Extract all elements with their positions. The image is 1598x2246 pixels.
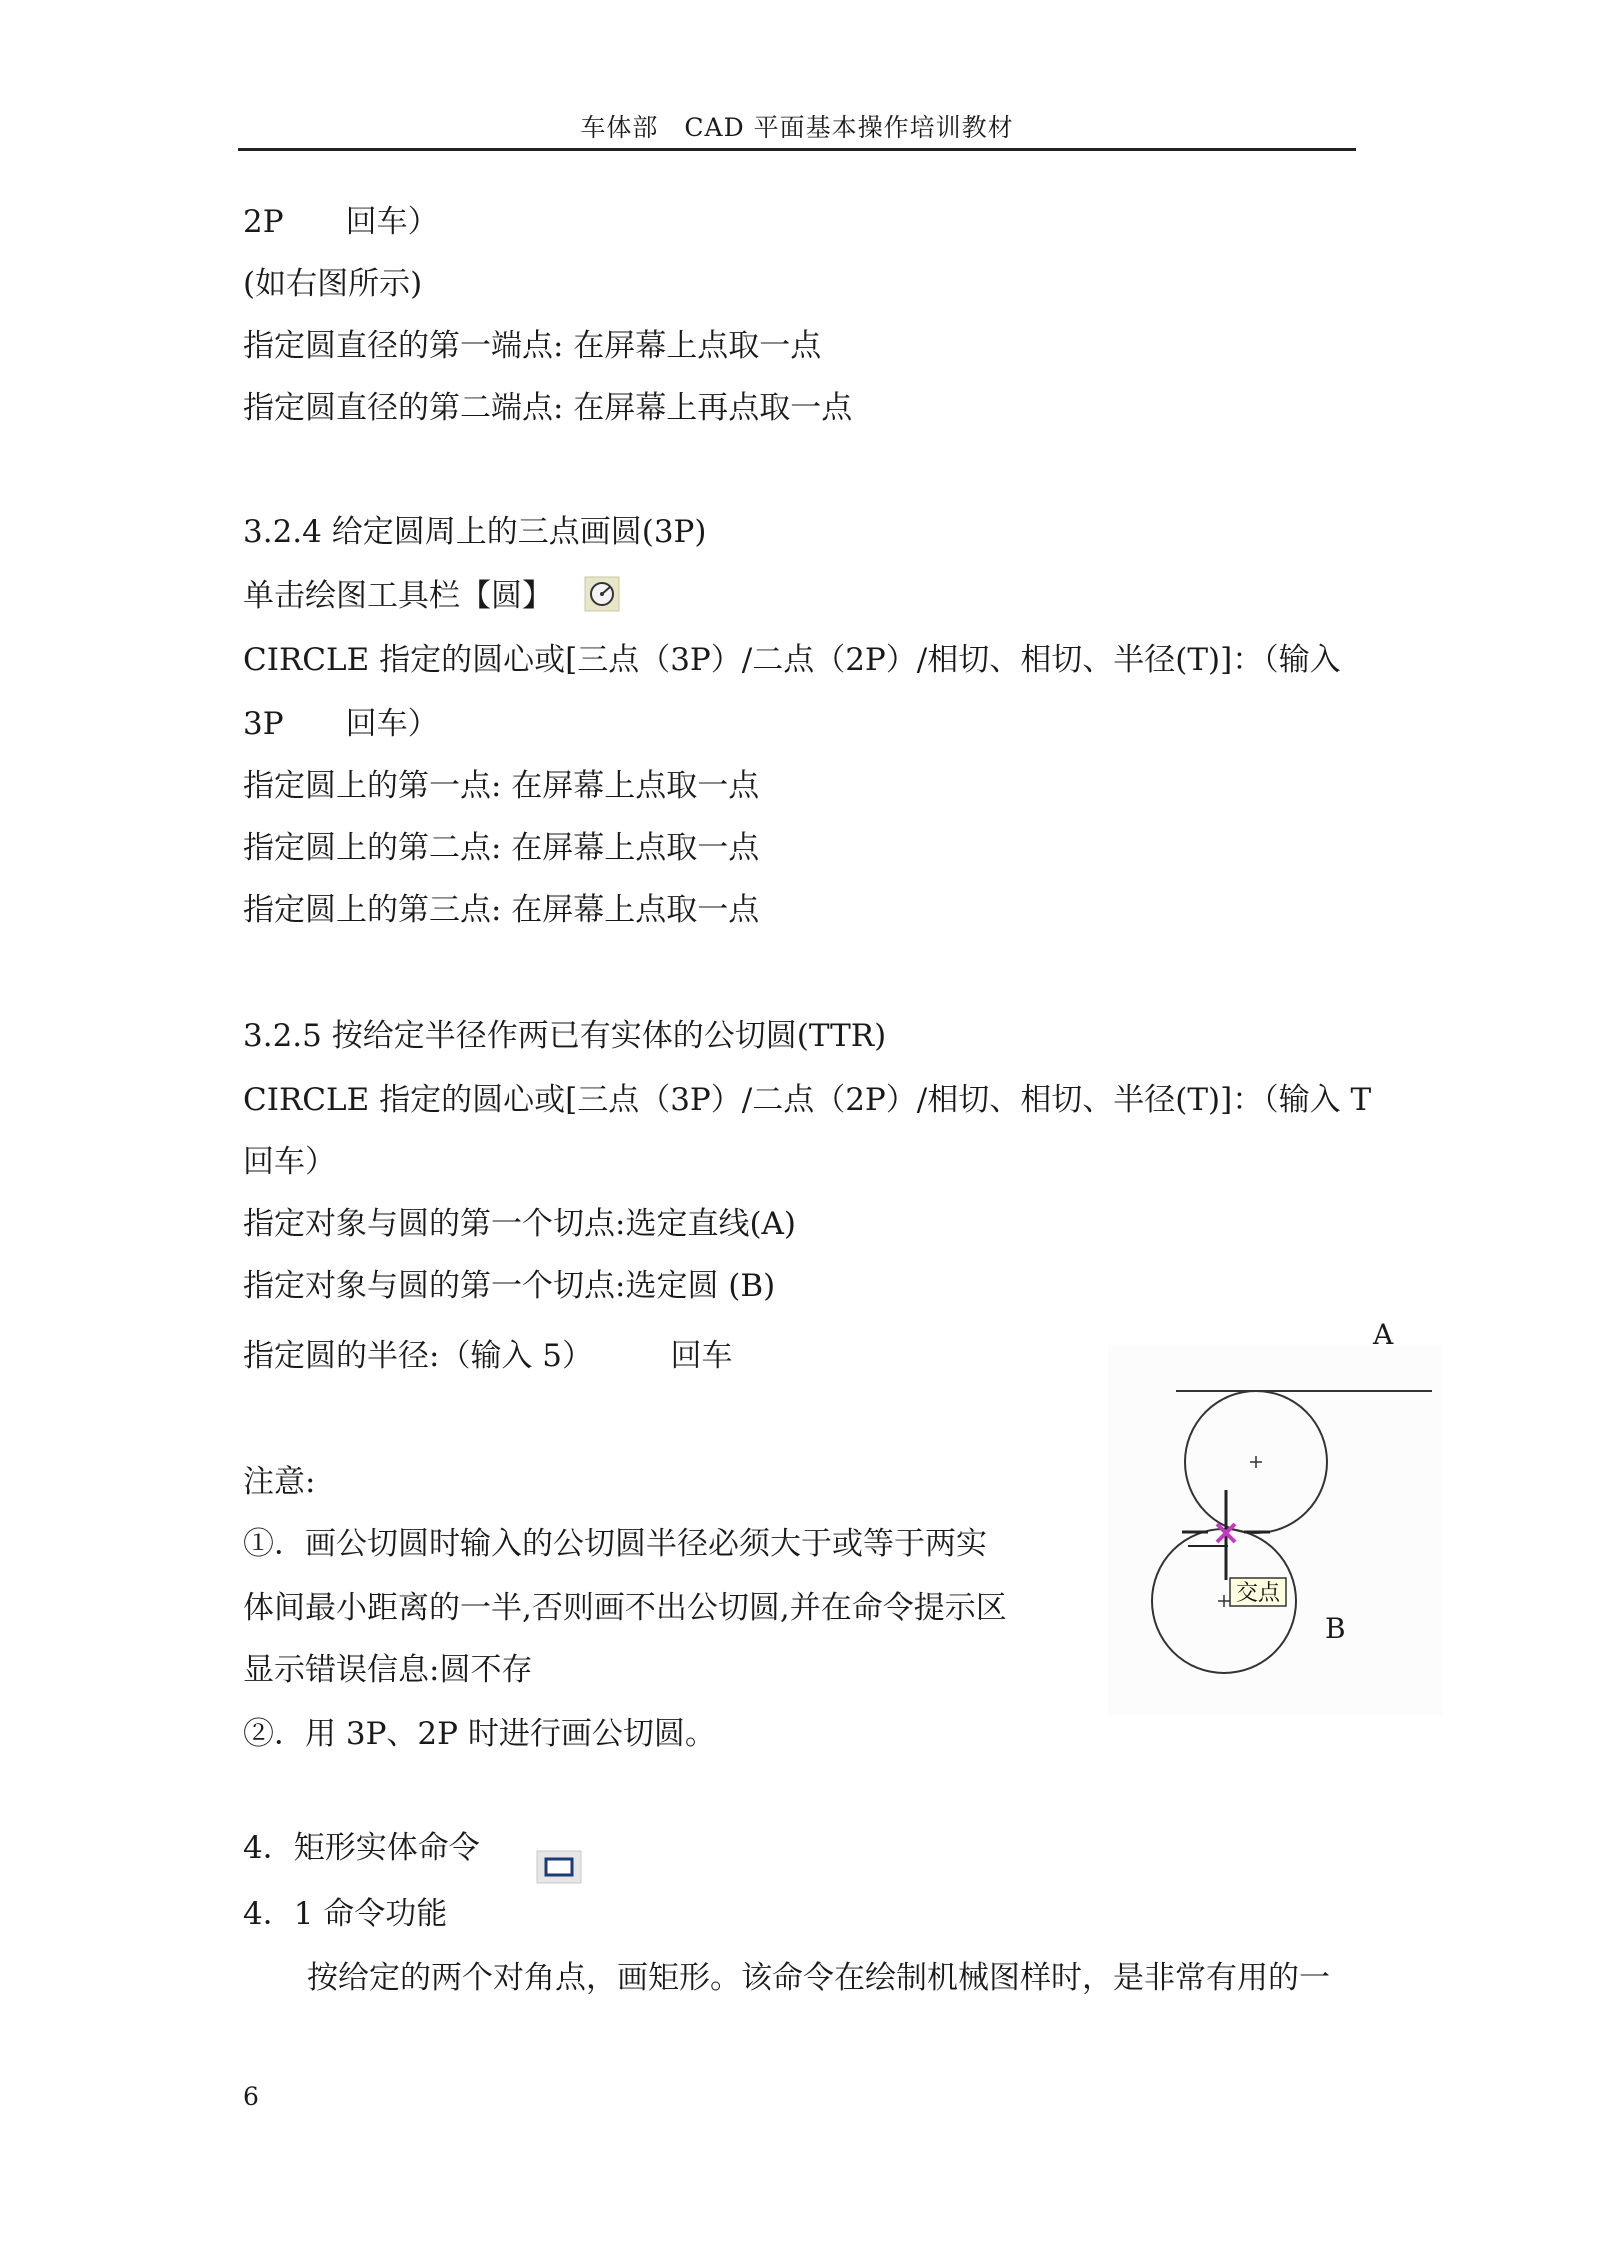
- command-line: CIRCLE 指定的圆心或[三点（3P）/二点（2P）/相切、相切、半径(T)]：（输入 T: [243, 1082, 1372, 1118]
- text-line: (如右图所示): [243, 266, 423, 302]
- header-rule: [238, 148, 1356, 151]
- text-line: 2P 回车）: [243, 204, 439, 240]
- rectangle-tool-icon: [536, 1850, 582, 1884]
- text-line: 指定圆上的第一点: 在屏幕上点取一点: [243, 768, 760, 804]
- note-item: 体间最小距离的一半,否则画不出公切圆,并在命令提示区: [243, 1590, 1007, 1626]
- text-line: 指定圆上的第二点: 在屏幕上点取一点: [243, 830, 760, 866]
- snap-tooltip-text: 交点: [1236, 1581, 1281, 1606]
- section-heading: 4．1 命令功能: [243, 1896, 448, 1932]
- circle-tool-icon: [584, 576, 620, 612]
- text-line: 3P 回车）: [243, 706, 439, 742]
- figure-label-a: A: [1373, 1318, 1394, 1351]
- note-heading: 注意:: [243, 1464, 316, 1500]
- text-line: 指定对象与圆的第一个切点:选定直线(A): [243, 1206, 797, 1242]
- text-line: 单击绘图工具栏【圆】: [243, 578, 553, 614]
- note-item: ②．用 3P、2P 时进行画公切圆。: [243, 1716, 716, 1752]
- section-heading: 4．矩形实体命令: [243, 1830, 480, 1866]
- page-number: 6: [243, 2082, 259, 2111]
- text-line: 指定圆的半径:（输入 5） 回车: [243, 1338, 733, 1374]
- section-heading: 3.2.5 按给定半径作两已有实体的公切圆(TTR): [243, 1018, 887, 1054]
- text-line: 指定对象与圆的第一个切点:选定圆 (B): [243, 1268, 776, 1304]
- text-line: 指定圆上的第三点: 在屏幕上点取一点: [243, 892, 760, 928]
- tangent-circle-figure: [1108, 1345, 1442, 1715]
- text-line: 回车）: [243, 1144, 336, 1180]
- text-line: 指定圆直径的第二端点: 在屏幕上再点取一点: [243, 390, 853, 426]
- section-heading: 3.2.4 给定圆周上的三点画圆(3P): [243, 514, 707, 550]
- note-item: ①．画公切圆时输入的公切圆半径必须大于或等于两实: [243, 1526, 987, 1562]
- command-line: CIRCLE 指定的圆心或[三点（3P）/二点（2P）/相切、相切、半径(T)]：（输入: [243, 642, 1341, 678]
- text-line: 指定圆直径的第一端点: 在屏幕上点取一点: [243, 328, 822, 364]
- paragraph-line: 按给定的两个对角点，画矩形。该命令在绘制机械图样时，是非常有用的一: [307, 1960, 1330, 1996]
- note-item: 显示错误信息:圆不存: [243, 1652, 533, 1688]
- page-header: 车体部 CAD 平面基本操作培训教材: [580, 113, 1014, 142]
- figure-label-b: B: [1325, 1612, 1346, 1645]
